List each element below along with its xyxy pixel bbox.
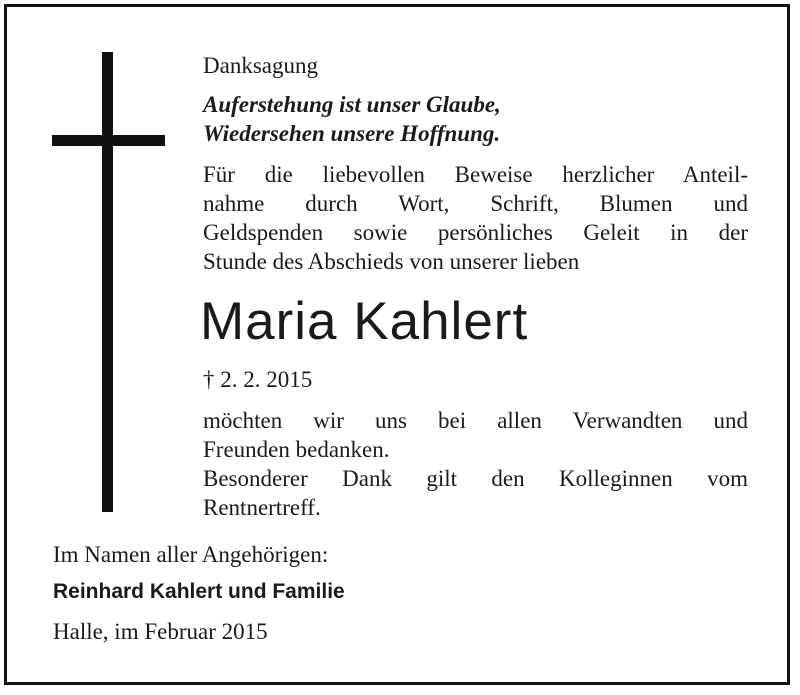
paragraph-line: Freunden bedanken. (203, 437, 390, 462)
cross-icon (102, 52, 113, 512)
death-date: † 2. 2. 2015 (203, 367, 313, 392)
paragraph-line: Geldspenden sowie persönliches Geleit in der (203, 220, 748, 245)
paragraph-line: nahme durch Wort, Schrift, Blumen und (203, 191, 748, 216)
paragraph-line: möchten wir uns bei allen Verwandten und (203, 408, 748, 433)
paragraph-line: Besonderer Dank gilt den Kolleginnen vom (203, 466, 748, 491)
signature-name: Reinhard Kahlert und Familie (53, 580, 345, 603)
thanks-paragraph (203, 160, 748, 276)
paragraph-line: Rentnertreff. (203, 495, 321, 520)
deceased-name: Maria Kahlert (200, 292, 529, 351)
paragraph-line: Stunde des Abschieds von unserer lieben (203, 249, 580, 274)
paragraph-line: Für die liebevollen Beweise herzlicher Anteil- (203, 162, 748, 187)
motto-line: Wiedersehen unsere Hoffnung. (203, 121, 501, 146)
notice-heading: Danksagung (203, 53, 318, 78)
place-date: Halle, im Februar 2015 (53, 619, 268, 644)
motto-line: Auferstehung ist unser Glaube, (203, 92, 501, 117)
thanks-paragraph-2 (203, 406, 748, 522)
signature-intro: Im Namen aller Angehörigen: (53, 542, 329, 567)
cross-icon-bar (52, 135, 165, 146)
motto (203, 90, 501, 148)
